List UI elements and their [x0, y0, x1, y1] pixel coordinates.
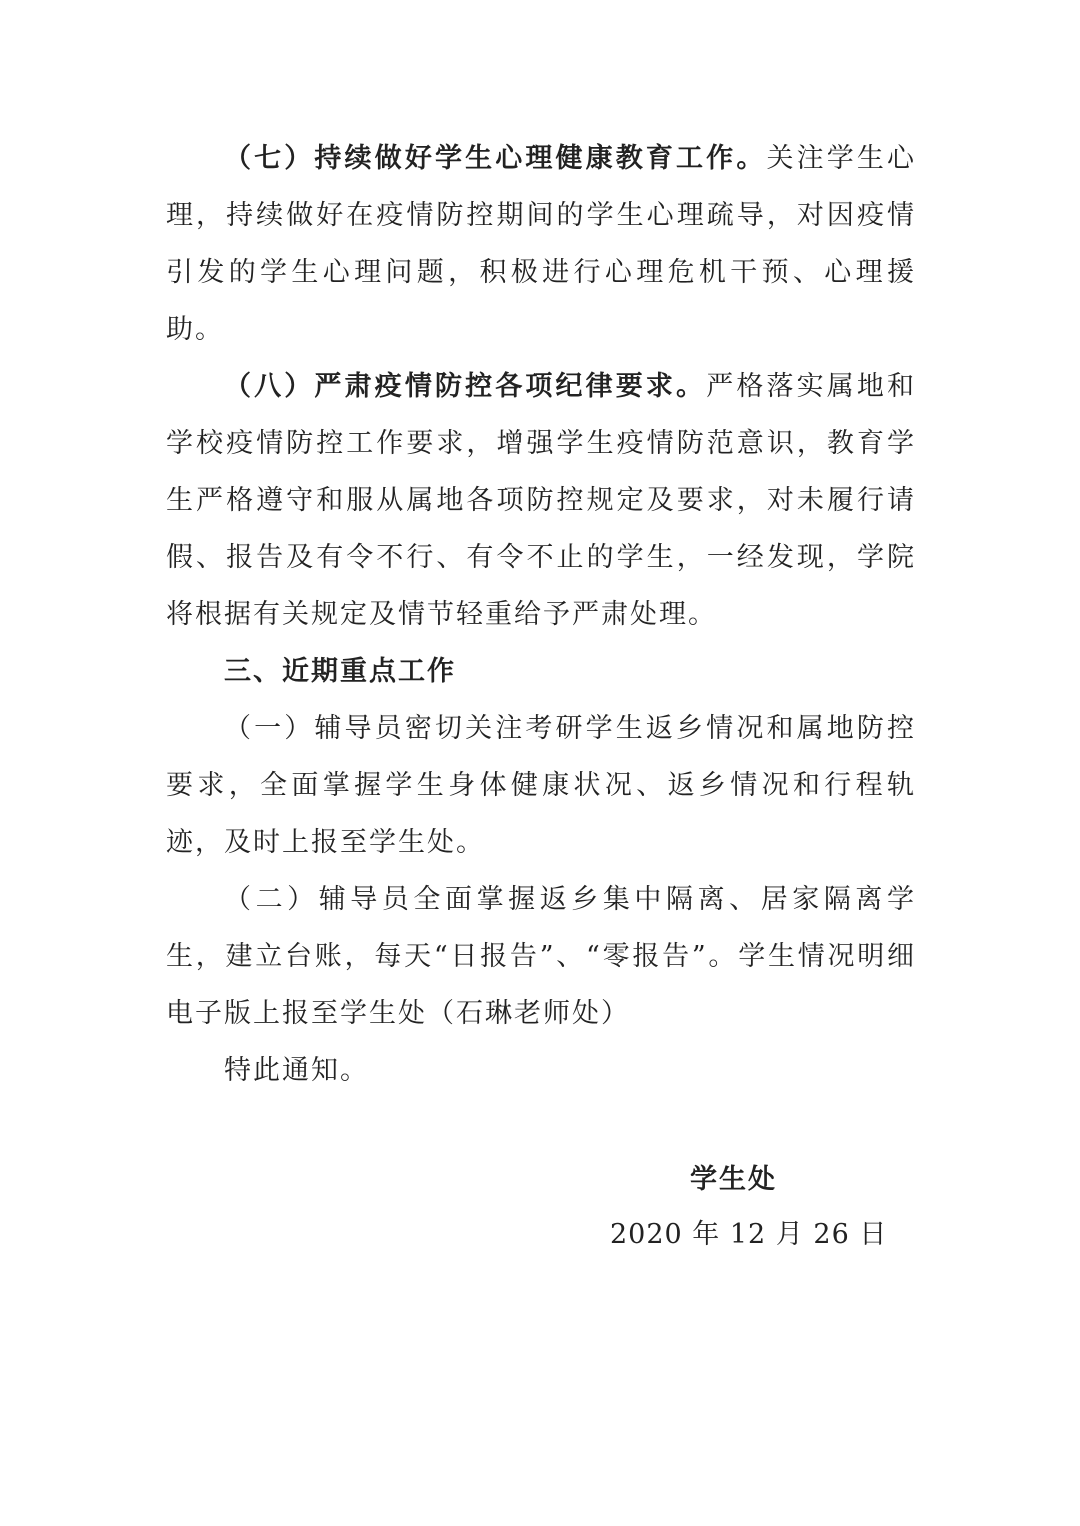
paragraph-item-8-body: 严格落实属地和学校疫情防控工作要求，增强学生疫情防范意识，教育学生严格遵守和服从属地各项防控规定及要求，对未履行请假、报告及有令不行、有令不止的学生，一经发现，学院将根据有关规定及情节轻重给予严肃处理。 — [166, 371, 917, 630]
paragraph-item-8-lead: （八）严肃疫情防控各项纪律要求。 — [224, 371, 707, 402]
document-body — [166, 130, 916, 1099]
work-item-1: （一）辅导员密切关注考研学生返乡情况和属地防控要求，全面掌握学生身体健康状况、返乡情况和行程轨迹，及时上报至学生处。 — [166, 713, 916, 858]
paragraph-item-7-body: 关注学生心理，持续做好在疫情防控期间的学生心理疏导，对因疫情引发的学生心理问题，积极进行心理危机干预、心理援助。 — [166, 143, 917, 345]
issue-date: 2020 年 12 月 26 日 — [610, 1219, 888, 1250]
closing-statement: 特此通知。 — [224, 1055, 369, 1086]
paragraph-item-7 — [166, 130, 916, 358]
issuer-signature: 学生处 — [690, 1164, 777, 1195]
section-3-heading: 三、近期重点工作 — [224, 656, 456, 687]
work-item-2: （二）辅导员全面掌握返乡集中隔离、居家隔离学生，建立台账，每天“日报告”、“零报告”。学生情况明细电子版上报至学生处（石琳老师处） — [166, 884, 916, 1029]
paragraph-item-8 — [166, 358, 916, 643]
paragraph-item-7-lead: （七）持续做好学生心理健康教育工作。 — [224, 143, 767, 174]
